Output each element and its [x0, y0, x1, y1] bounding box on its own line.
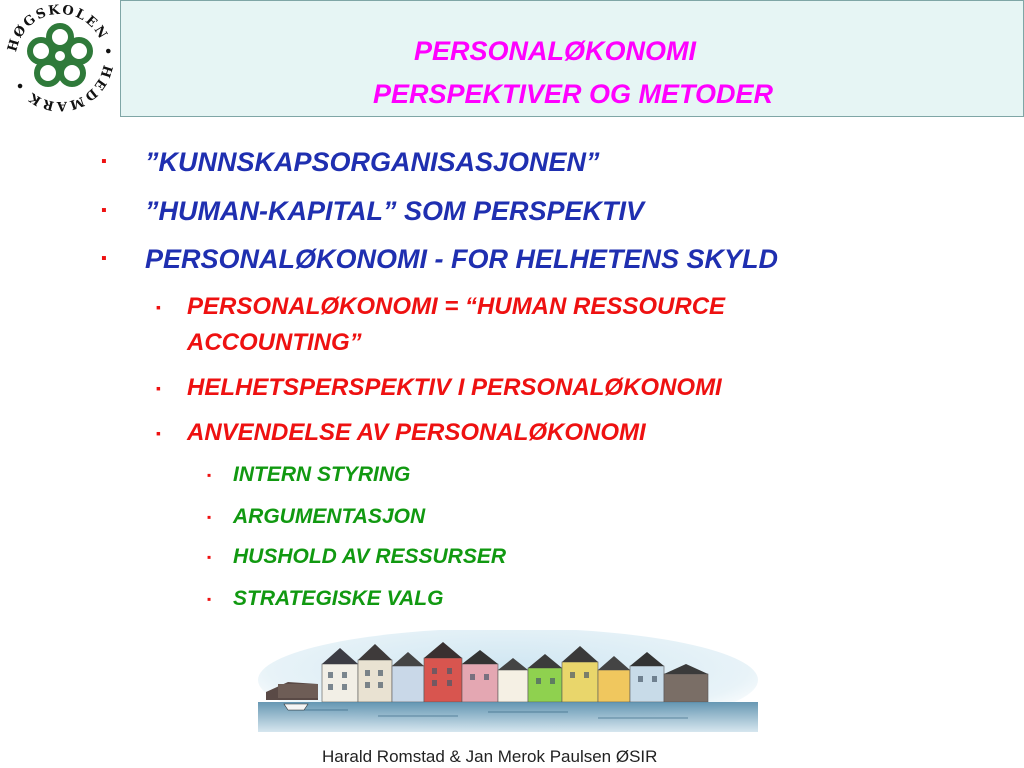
- bullet-text: STRATEGISKE VALG: [233, 587, 444, 610]
- slide-title-line2: PERSPEKTIVER OG METODER: [372, 79, 774, 109]
- bullet-marker: ▪: [207, 550, 212, 564]
- bullet-text: ”HUMAN-KAPITAL” SOM PERSPEKTIV: [145, 196, 645, 226]
- sub-bullet-item: [156, 415, 646, 451]
- bullet-marker: ▪: [207, 592, 212, 606]
- bullet-item: [101, 195, 645, 227]
- sub-bullet-item: [156, 289, 726, 325]
- bullet-marker: ▪: [156, 380, 161, 396]
- bullet-text: ANVENDELSE AV PERSONALØKONOMI: [187, 419, 646, 446]
- bullet-item: [101, 146, 600, 178]
- slide-title-line1: PERSONALØKONOMI: [413, 36, 696, 66]
- bullet-text: ”KUNNSKAPSORGANISASJONEN”: [145, 147, 600, 177]
- sub-sub-bullet-item: [207, 461, 411, 489]
- bullet-marker: ▪: [207, 510, 212, 524]
- bullet-marker: ▪: [101, 250, 107, 267]
- logo-ring-text: HØGSKOLEN • HEDMARK •: [5, 2, 116, 114]
- footer-authors: Harald Romstad & Jan Merok Paulsen ØSIR: [322, 747, 658, 766]
- sub-bullet-continuation: [187, 325, 362, 361]
- sub-sub-bullet-item: [207, 543, 507, 571]
- sub-sub-bullet-item: [207, 585, 444, 613]
- bullet-marker: ▪: [101, 202, 107, 219]
- bullet-text: ACCOUNTING”: [187, 329, 362, 356]
- bullet-text: PERSONALØKONOMI = “HUMAN RESSOURCE: [187, 293, 726, 320]
- bullet-text: HUSHOLD AV RESSURSER: [233, 545, 507, 568]
- bullet-text: ARGUMENTASJON: [233, 505, 426, 528]
- bullet-text: HELHETSPERSPEKTIV I PERSONALØKONOMI: [187, 374, 722, 401]
- harbour-town-illustration: [258, 630, 758, 740]
- bullet-marker: ▪: [207, 468, 212, 482]
- sub-sub-bullet-item: [207, 503, 426, 531]
- bullet-marker: ▪: [156, 299, 161, 315]
- bullet-marker: ▪: [101, 153, 107, 170]
- bullet-marker: ▪: [156, 425, 161, 441]
- bullet-text: PERSONALØKONOMI - FOR HELHETENS SKYLD: [145, 244, 779, 274]
- bullet-item: [101, 243, 779, 275]
- bullet-text: INTERN STYRING: [233, 463, 411, 486]
- sub-bullet-item: [156, 370, 722, 406]
